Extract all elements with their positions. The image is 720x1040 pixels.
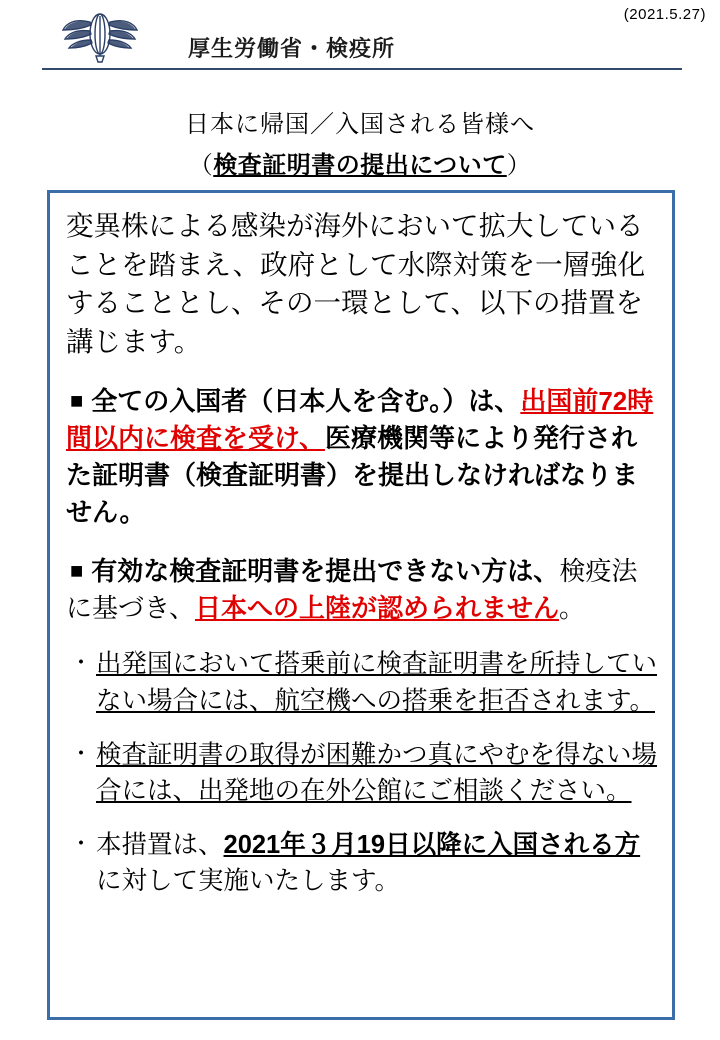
section1-red-clause: 出国前72時間以内に検査を受け、 — [66, 386, 654, 453]
notes-list — [66, 646, 658, 899]
list-item — [66, 646, 658, 718]
section2-part2: 検疫法に基づき、 — [66, 555, 638, 623]
section2-part4: 。 — [558, 592, 585, 623]
list-item — [66, 827, 658, 899]
list-item-text: 検査証明書の取得が困難かつ真にやむを得ない場合には、出発地の在外公館にご相談ください。 — [96, 740, 658, 806]
title-close-paren: ） — [506, 152, 532, 179]
square-bullet-icon: ■ — [70, 388, 84, 413]
section1-part3: 医療機関等により発行された証明書（検査証明書）を提出しなければなりません。 — [66, 422, 639, 527]
square-bullet-icon: ■ — [70, 557, 84, 583]
section-denial-of-entry — [66, 553, 658, 627]
title-emphasis: 検査証明書の提出について — [213, 152, 507, 179]
section-entry-requirement — [66, 383, 658, 531]
list-item-lead: 本措置は、 — [96, 831, 224, 860]
section2-red-clause: 日本への上陸が認められません — [194, 592, 559, 623]
mhlw-emblem-icon — [62, 12, 138, 64]
list-item-emphasis: 2021年３月19日以降に入国される方 — [223, 831, 641, 860]
list-item-tail: に対して実施いたします。 — [96, 867, 400, 896]
list-item-text: 出発国において搭乗前に検査証明書を所持していない場合には、航空機への搭乗を拒否されます。 — [96, 650, 658, 715]
document-date: (2021.5.27) — [623, 6, 706, 23]
section1-part1: 全ての入国者（日本人を含む。）は、 — [91, 386, 521, 416]
page-title-line2 — [0, 145, 720, 180]
bullet-dot-icon: ・ — [69, 650, 92, 676]
page-title-line1: 日本に帰国／入国される皆様へ — [185, 111, 535, 138]
document-header — [0, 10, 720, 68]
page-title — [0, 104, 720, 180]
bullet-dot-icon: ・ — [69, 831, 92, 857]
list-item-text — [96, 827, 658, 899]
section2-part1: 有効な検査証明書を提出できない方は、 — [91, 555, 560, 586]
notice-frame — [47, 190, 675, 1020]
title-open-paren: （ — [188, 152, 214, 179]
bullet-dot-icon: ・ — [69, 740, 92, 766]
organization-name: 厚生労働省・検疫所 — [188, 36, 396, 61]
list-item — [66, 737, 658, 809]
intro-paragraph: 変異株による感染が海外において拡大していることを踏まえ、政府として水際対策を一層強化することとし、その一環として、以下の措置を講じます。 — [66, 210, 646, 357]
header-divider — [42, 68, 682, 70]
